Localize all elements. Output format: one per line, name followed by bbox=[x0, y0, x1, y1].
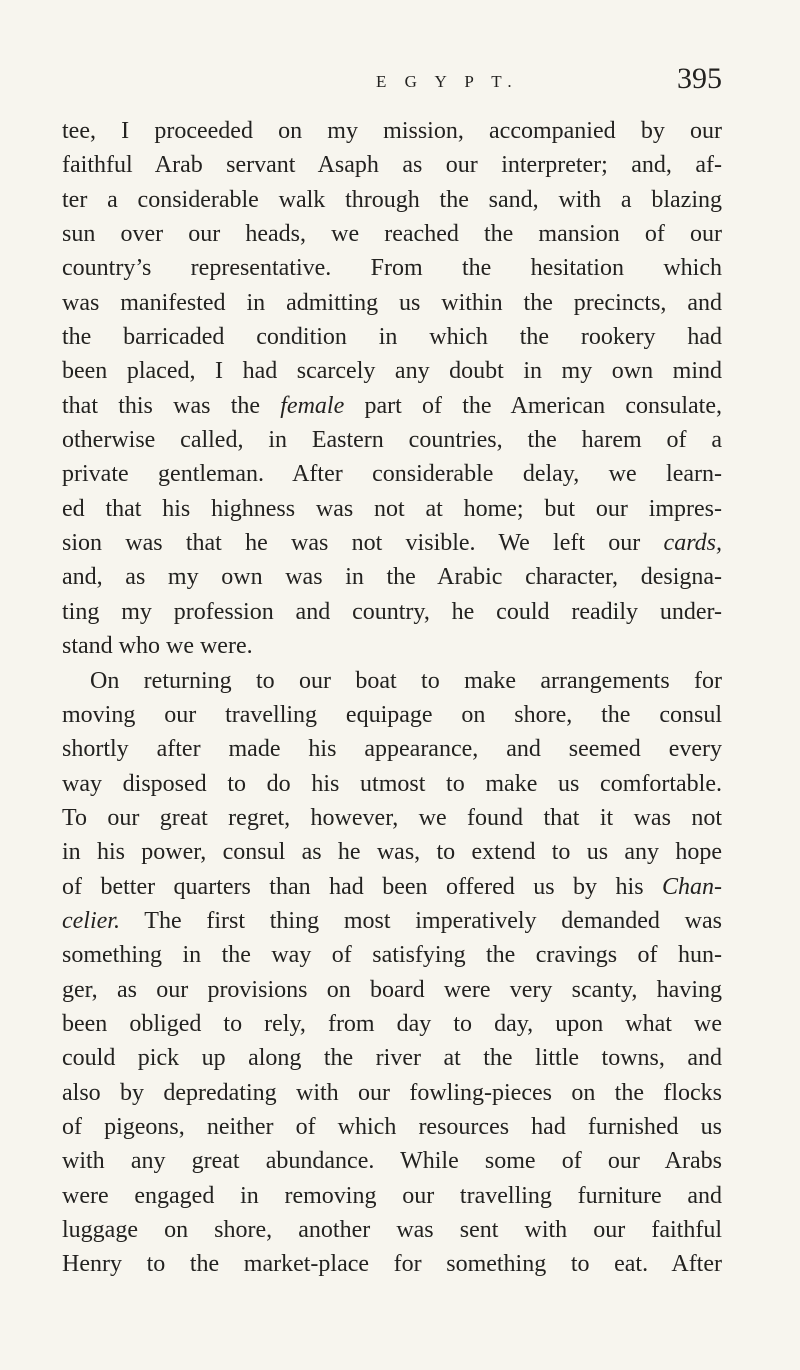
text-line bbox=[62, 938, 722, 972]
text-segment: been placed, I had scarcely any doubt in my own mind bbox=[62, 358, 722, 385]
text-segment: something in the way of satisfying the cravings of hun- bbox=[62, 942, 722, 969]
text-line bbox=[62, 389, 722, 423]
text-segment: sun over our heads, we reached the mansion of our bbox=[62, 221, 722, 248]
text-segment: also by depredating with our fowling-pieces on the flocks bbox=[62, 1079, 722, 1106]
page-number: 395 bbox=[677, 62, 722, 95]
text-segment: of pigeons, neither of which resources had furnished us bbox=[62, 1113, 722, 1140]
text-line bbox=[62, 457, 722, 491]
text-segment: ed that his highness was not at home; but our impres- bbox=[62, 495, 722, 522]
text-line bbox=[62, 1110, 722, 1144]
text-line bbox=[62, 595, 722, 629]
text-line bbox=[62, 801, 722, 835]
text-line bbox=[62, 148, 722, 182]
running-title: E G Y P T. bbox=[376, 72, 519, 91]
text-segment: that this was the bbox=[62, 392, 281, 419]
text-segment: private gentleman. After considerable delay, we learn- bbox=[62, 461, 722, 488]
running-head bbox=[62, 62, 722, 106]
text-segment: and, as my own was in the Arabic character, designa- bbox=[62, 564, 722, 591]
italic-text: celier. bbox=[62, 907, 120, 934]
text-line bbox=[62, 904, 722, 938]
text-line bbox=[62, 217, 722, 251]
text-line bbox=[62, 492, 722, 526]
text-segment: were engaged in removing our travelling furniture and bbox=[62, 1182, 722, 1209]
text-line bbox=[62, 526, 722, 560]
text-segment: faithful Arab servant Asaph as our interpreter; and, af- bbox=[62, 152, 722, 179]
text-line bbox=[62, 183, 722, 217]
text-line bbox=[62, 835, 722, 869]
text-line bbox=[62, 767, 722, 801]
body-text bbox=[62, 114, 722, 1282]
text-segment: Henry to the market-place for something to eat. After bbox=[62, 1251, 722, 1278]
text-line bbox=[62, 1041, 722, 1075]
text-line bbox=[62, 423, 722, 457]
text-line bbox=[62, 629, 722, 663]
text-line bbox=[62, 1007, 722, 1041]
text-line bbox=[62, 698, 722, 732]
italic-text: cards, bbox=[663, 530, 722, 557]
italic-text: female bbox=[280, 392, 345, 419]
text-segment: with any great abundance. While some of our Arabs bbox=[62, 1148, 722, 1175]
text-line bbox=[62, 354, 722, 388]
text-segment: luggage on shore, another was sent with our faithful bbox=[62, 1217, 722, 1243]
text-segment: sion was that he was not visible. We left our bbox=[62, 530, 664, 557]
text-line bbox=[62, 1076, 722, 1110]
text-segment: in his power, consul as he was, to extend to us any hope bbox=[62, 839, 722, 866]
text-segment: part of the American consulate, bbox=[344, 392, 722, 419]
text-line bbox=[62, 560, 722, 594]
text-line bbox=[62, 973, 722, 1007]
text-segment: been obliged to rely, from day to day, upon what we bbox=[62, 1010, 722, 1037]
text-line bbox=[62, 320, 722, 354]
text-segment: ting my profession and country, he could readily under- bbox=[62, 598, 722, 625]
text-segment: was manifested in admitting us within the precincts, and bbox=[62, 289, 722, 316]
text-segment: tee, I proceeded on my mission, accompanied by our bbox=[62, 118, 722, 144]
text-line bbox=[62, 1179, 722, 1213]
text-line bbox=[62, 286, 722, 320]
text-segment: country’s representative. From the hesitation which bbox=[62, 255, 722, 282]
italic-text: Chan- bbox=[662, 873, 722, 900]
text-line bbox=[62, 251, 722, 285]
text-line bbox=[62, 732, 722, 766]
text-line bbox=[62, 870, 722, 904]
text-segment: otherwise called, in Eastern countries, the harem of a bbox=[62, 427, 722, 454]
text-segment: way disposed to do his utmost to make us comfortable. bbox=[62, 770, 722, 797]
text-segment: stand who we were. bbox=[62, 633, 253, 660]
text-segment: moving our travelling equipage on shore, the consul bbox=[62, 701, 722, 728]
text-segment: The first thing most imperatively demanded was bbox=[119, 907, 722, 934]
text-segment: To our great regret, however, we found that it was not bbox=[62, 804, 722, 831]
text-segment: the barricaded condition in which the rookery had bbox=[62, 324, 722, 351]
text-segment: could pick up along the river at the little towns, and bbox=[62, 1045, 722, 1072]
text-segment: shortly after made his appearance, and seemed every bbox=[62, 736, 722, 763]
text-segment: On returning to our boat to make arrangements for bbox=[90, 667, 722, 694]
text-line bbox=[62, 114, 722, 148]
text-segment: ter a considerable walk through the sand, with a blazing bbox=[62, 186, 722, 213]
text-line bbox=[62, 1144, 722, 1178]
text-line bbox=[62, 664, 722, 698]
text-segment: ger, as our provisions on board were very scanty, having bbox=[62, 976, 722, 1003]
text-line bbox=[62, 1247, 722, 1281]
text-line bbox=[62, 1213, 722, 1247]
text-segment: of better quarters than had been offered us by his bbox=[62, 873, 662, 900]
